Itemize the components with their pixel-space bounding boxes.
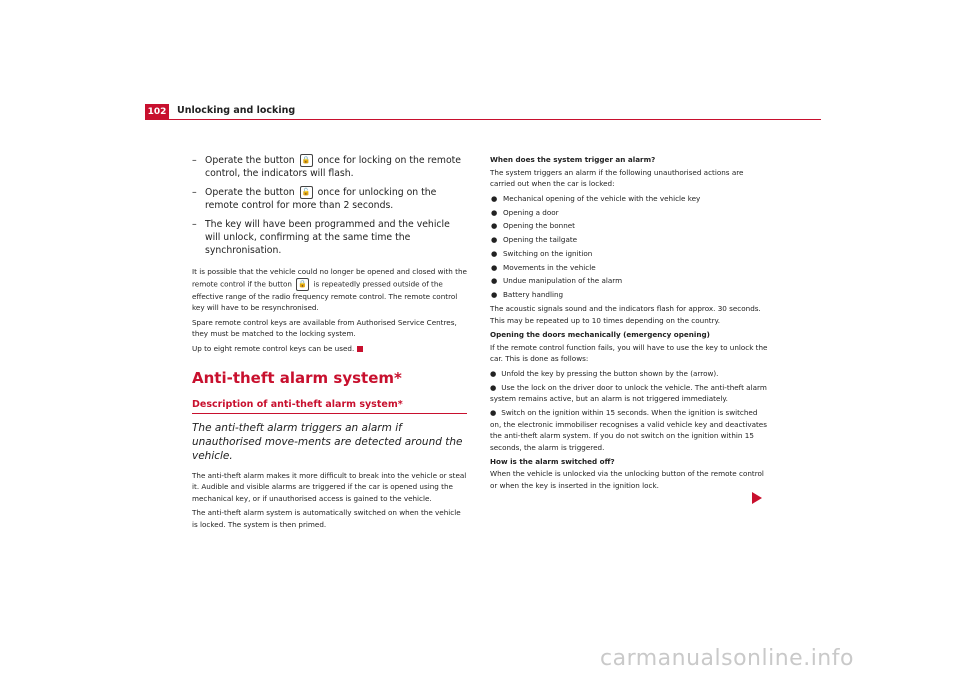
note-resync-after: is repeatedly pressed outside of the effective range of the radio frequency remote control. The remote control key will have to be resynchronised.: [192, 279, 458, 313]
header-rule: [145, 119, 821, 120]
step-dash: –: [192, 219, 197, 230]
question-switch-off: How is the alarm switched off?: [490, 456, 615, 466]
list-item: ● Movements in the vehicle: [491, 262, 596, 272]
question-emergency: Opening the doors mechanically (emergency opening): [490, 330, 710, 340]
bullet-icon: ●: [491, 221, 498, 231]
list-item: ● Opening the bonnet: [491, 221, 575, 231]
list-item: ● Switch on the ignition within 15 seconds. When the ignition is switched on, the electronic immobiliser recognises a valid vehicle key and deactivates the anti-theft alarm system. If you do not switch on the ignition within 15 seconds, the alarm is triggered.: [490, 408, 767, 452]
list-item: ● Opening the tailgate: [491, 235, 578, 245]
alarm-description: The anti-theft alarm makes it more difficult to break into the vehicle or steal it. Audible and visible alarms are triggered if the car is opened using the mechanical key, or if unauthorised access is gained to the vehicle.: [192, 470, 467, 503]
question-trigger: When does the system trigger an alarm?: [490, 155, 656, 164]
next-page-arrow-icon[interactable]: [752, 492, 762, 504]
list-item: ● Mechanical opening of the vehicle with the vehicle key: [491, 193, 701, 203]
left-column: [192, 154, 467, 534]
bullet-icon: ●: [491, 193, 498, 203]
trigger-intro: The system triggers an alarm if the following unauthorised actions are carried out when the car is locked:: [490, 167, 744, 189]
step-3: [192, 218, 467, 257]
step-3-text: The key will have been programmed and the vehicle will unlock, confirming at the same time the synchronisation.: [205, 219, 450, 256]
watermark: carmanualsonline.info: [600, 646, 854, 671]
unlock-key-icon: 🔓: [300, 186, 313, 199]
list-item: ● Use the lock on the driver door to unlock the vehicle. The anti-theft alarm system remains active, but an alarm is not triggered immediately.: [490, 382, 767, 404]
trigger-list: [490, 193, 768, 301]
list-item: ● Undue manipulation of the alarm: [491, 276, 623, 286]
lock-key-icon: 🔒: [296, 278, 309, 291]
alarm-signals: The acoustic signals sound and the indicators flash for approx. 30 seconds. This may be repeated up to 10 times depending on the country.: [490, 304, 761, 325]
emergency-intro: If the remote control function fails, you will have to use the key to unlock the car. This is done as follows:: [490, 342, 768, 364]
step-1: [192, 154, 467, 180]
step-2: [192, 186, 467, 212]
list-item: ● Opening a door: [491, 207, 559, 217]
bullet-icon: ●: [491, 262, 498, 272]
list-item: ● Battery handling: [491, 290, 564, 300]
section-end-icon: [357, 346, 363, 352]
page-number: 102: [145, 104, 169, 120]
bullet-icon: ●: [491, 276, 498, 286]
bullet-icon: ●: [491, 207, 498, 217]
bullet-icon: ●: [490, 408, 497, 418]
subsection-title: Description of anti-theft alarm system*: [192, 399, 467, 414]
bullet-icon: ●: [490, 369, 497, 378]
list-item: ● Switching on the ignition: [491, 248, 593, 258]
note-max-keys: [192, 343, 467, 355]
step-dash: –: [192, 155, 197, 166]
bullet-icon: ●: [491, 248, 498, 258]
note-spare-keys: Spare remote control keys are available from Authorised Service Centres, they must be matched to the locking system.: [192, 317, 457, 339]
bullet-icon: ●: [490, 382, 497, 392]
bullet-icon: ●: [491, 290, 498, 300]
step-2-before: Operate the button: [205, 187, 295, 198]
step-dash: –: [192, 187, 197, 198]
bullet-icon: ●: [491, 235, 498, 245]
step-1-after: once for locking on the remote control, the indicators will flash.: [205, 155, 461, 179]
step-1-before: Operate the button: [205, 155, 295, 166]
switch-off-answer: When the vehicle is unlocked via the unlocking button of the remote control or when the key is inserted in the ignition lock.: [490, 469, 764, 490]
header-title: Unlocking and locking: [177, 105, 296, 116]
note-max-keys-text: Up to eight remote control keys can be used.: [192, 343, 355, 353]
note-resync: [192, 266, 467, 314]
alarm-priming: The anti-theft alarm system is automatically switched on when the vehicle is locked. The system is then primed.: [192, 508, 461, 529]
list-item: ● Unfold the key by pressing the button shown by the (arrow).: [490, 369, 719, 378]
lock-key-icon: 🔒: [300, 154, 313, 167]
section-title: Anti-theft alarm system*: [192, 368, 402, 387]
lead-text: The anti-theft alarm triggers an alarm if unauthorised move-ments are detected around the vehicle.: [192, 421, 463, 462]
note-resync-before: It is possible that the vehicle could no longer be opened and closed with the remote control if the button: [192, 267, 467, 289]
right-column: [490, 154, 768, 495]
emergency-list: [490, 368, 768, 454]
step-2-after: once for unlocking on the remote control for more than 2 seconds.: [205, 187, 437, 211]
